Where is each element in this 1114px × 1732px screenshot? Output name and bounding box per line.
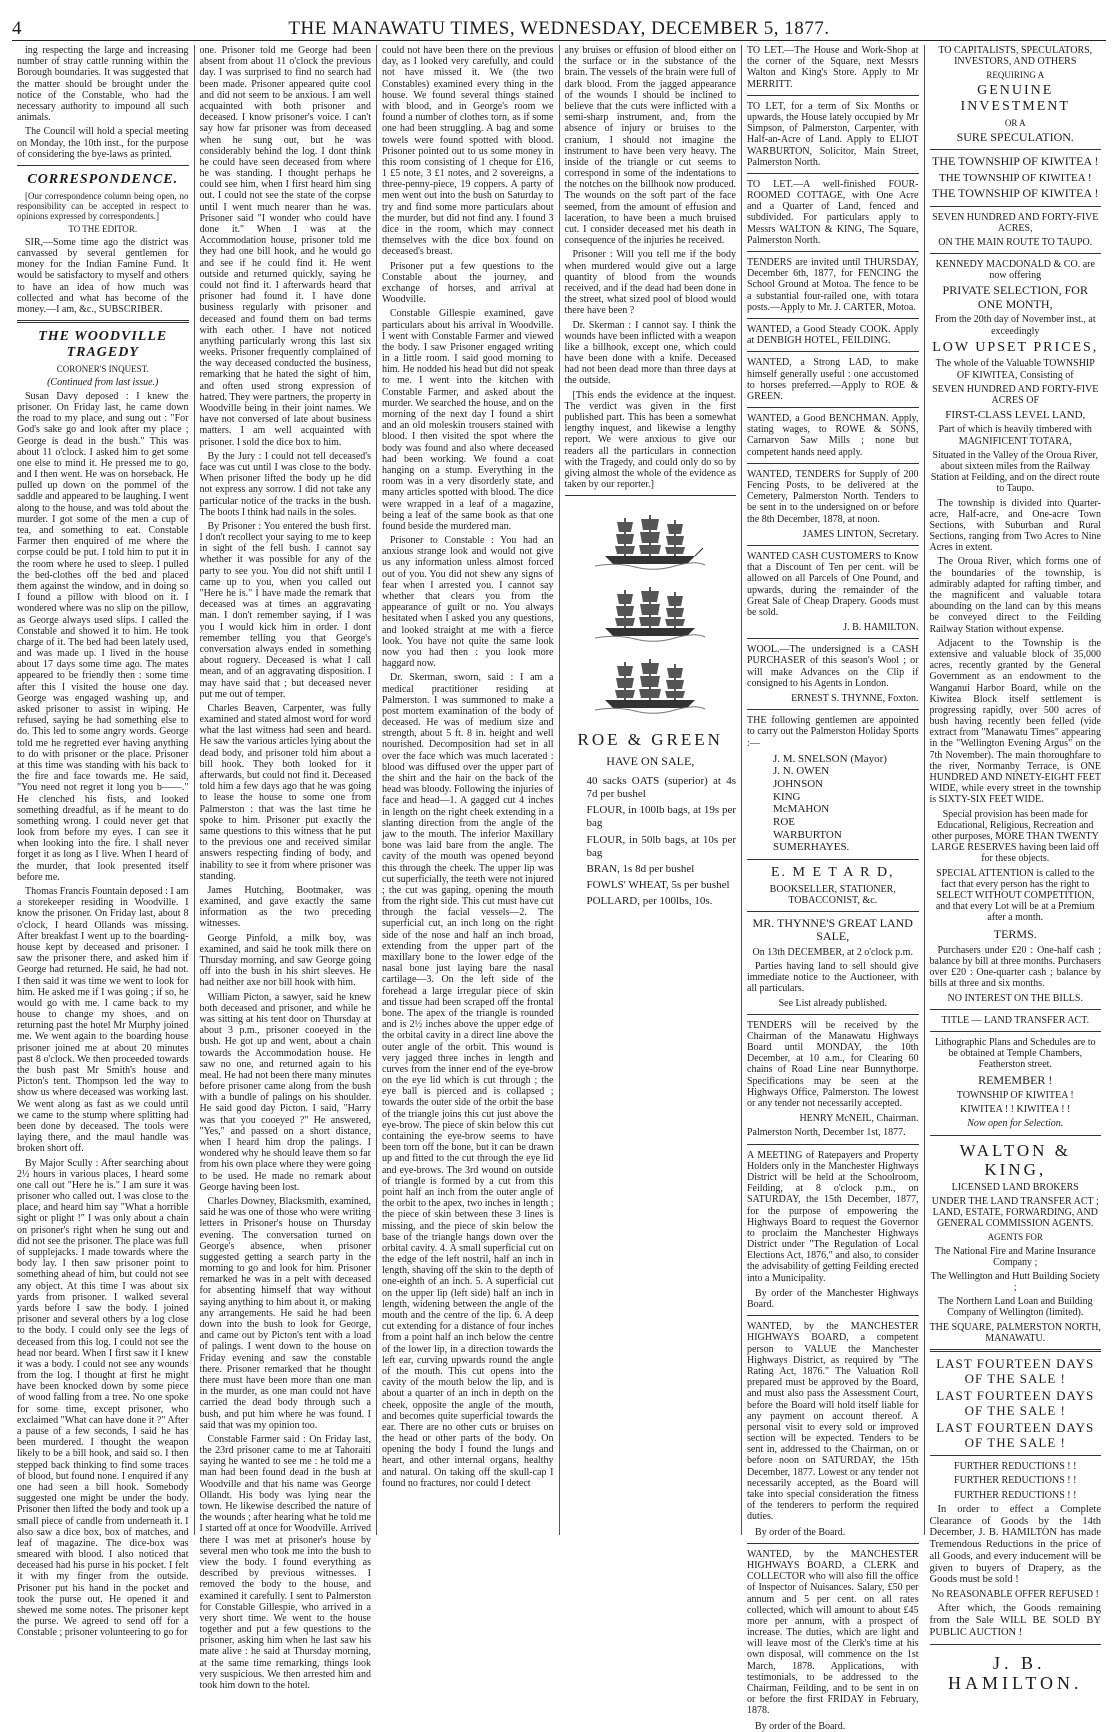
ad-line: SEVEN HUNDRED AND FORTY-FIVE ACRES OF bbox=[932, 383, 1099, 406]
article-paragraph: Dr. Skerman, sworn, said : I am a medical practitioner residing at Palmerston. I was summoned to make a post mortem examination of the body of deceased. He was of medium size and strength, about 5 ft. 8 in. height and well nourished. Decomposition had set in all over the face which was much lacerated : blood was diffused over the upper part of the shirt and the hair on the back of the head was bloody. Following the injuries of face and head—1. A gagged cut 4 inches in length on the right cheek extending in a slanting direction from the angle of the jaw to the mouth. The inferior Maxillary bone was laid bare from the angle. The cavity of the mouth was opened beyond this through the cheek. The upper lip was cut superficially, the teeth were not injured ; the cut was gaping, opening the mouth from the right side. This cut must have cut through the facial vessels—2. The superficial cut, an inch long on the right side of the nose and half an inch broad, extending from the upper part of the maxillary bone to the lower edge of the nasal bone just laying bare the nasal cartilage—3. On the left side of the forehead a large irregular piece of skin and tissue had been scraped off the frontal bone. The apex of the triangle is rounded and is 2½ inches above the upper edge of the orbital cavity in a direct line above the outer angle of the orbit. This wound is very jagged three inches in length and curves from the inner end of the eye-brow on the eye lid which is cut through ; the eye ball is pierced and is collapsed ; towards the outer side of the orbit the base of the triangle joins this cut just above the eye-brow. The piece of skin below this cut containing the eye-brow seems to have been torn off the bone, but it can be drawn up and fitted to the cut through the eye lid and eye-brows. The 3rd wound on outside of triangle is formed by a cut from this point half an inch from the outer angle of the orbit to the apex, two inches in length ; the piece of skin between these 3 lines is missing, and the piece of skin below the base of the triangle hangs down over the orbital cavity. 4. A small superficial cut on the edge of the left nostril, half an inch in length, shaving off the skin to the depth of one-eighth of an inch. 5. A superficial cut on the upper lip (left side) half an inch in length, widening between the angle of the mouth and the centre of the lip. 6. A deep cut extending for a distance of four inches from a point half an inch below the centre of the lower lip, in a direction towards the left ear, curving upwards round the angle of the mouth. This cut opens into the cavity of the mouth below the lip, and is about a quarter of an inch in depth on the cheek, opposite the angle of the mouth, and becomes quite superficial towards the ear. There are no other cuts or bruises on the head or other parts of the body. On opening the body I found the lungs and heart, and other internal organs, healthy and natural. On taking off the skull-cap I found no fractures, nor could I detect bbox=[382, 672, 554, 1489]
ad-line: From the 20th day of November inst., at exceedingly bbox=[934, 314, 1096, 337]
ad-paragraph: The Oroua River, which forms one of the boundaries of the township, is admirably adapted for rafting timber, and the magnificent and valuable totara abounding on the land can by this means be conveyed direct to the Feilding Railway Station without expense. bbox=[929, 556, 1101, 635]
ad-signature: By order of the Board. bbox=[755, 1526, 846, 1538]
committee-name: WARBURTON bbox=[773, 828, 842, 841]
committee-name: J. M. SNELSON (Mayor) bbox=[773, 752, 887, 765]
article-paragraph: Constable Farmer said : On Friday last, the 23rd prisoner came to me at Tahoraiti saying he wanted to see me : he told me a man had been found dead in the bush at Woodville and that his name was George Ollandt. His body was lying near the town. He likewise described the nature of the wounds ; after hearing what he told me I started off at once for Woodville. Arrived there I was met at prisoner's house by several men who took me into the bush to view the body. I found everything as described by previous witnesses. I removed the body to the house, and examined it carefully. I sent to Palmerston for Constable Gillespie, who arrived in a very short time. We went to the house together and put a few questions to the prisoner, asking him when he last saw his mate alive : he said at Thursday morning, at the same time remarking, things look very suspicious. We then arrested him and took him down to the hotel. bbox=[199, 1433, 371, 1691]
ad-cash-customers: WANTED CASH CUSTOMERS to Know that a Discount of Ten per cent. will be allowed on all Parcels of One Pound, and upwards, during the remainder of the Great Sale of Cheap Drapery. Goods must be sold. bbox=[747, 550, 919, 618]
ad-to-let: TO LET.—The House and Work-Shop at the corner of the Square, next Messrs Walton and King's Store. Apply to Mr MERRITT. bbox=[747, 45, 919, 90]
ad-ratepayers-meeting: A MEETING of Ratepayers and Property Holders only in the Manchester Highways District will be held at the Schoolroom, Feilding, at 8 o'clock p.m., on SATURDAY, the 15th December, 1877, for the purpose of empowering the Highways Board to request the Governor to proclaim the Manchester Highways District under "The Regulation of Local Elections Act, 1876," and also, to consider the advisability of getting Feilding erected into a Municipality. bbox=[747, 1149, 919, 1284]
ad-signature: JAMES LINTON, Secretary. bbox=[802, 528, 919, 540]
ad-roe-green bbox=[565, 730, 737, 908]
walton-king-line: The Wellington and Hutt Building Society ; bbox=[930, 1270, 1100, 1294]
ad-date: Palmerston North, December 1st, 1877. bbox=[747, 1127, 906, 1139]
article-paragraph: By the Jury : I could not tell deceased's face was cut until I was close to the body. When prisoner lifted the body up he did not express any sorrow. I did not take any particular notice of the tracks in the bush. The boots I think had nails in the soles. bbox=[199, 450, 371, 518]
column-1 bbox=[12, 45, 195, 1639]
article-paragraph: Prisoner to Constable : You had an anxious strange look and would not give us any information unless almost forced out of you. You did not shew any signs of fear when I arrested you. I cannot say whether that clears you from the appearance of guilt or no. You always hesitated when I asked you any questions, and looked straight at me with a fierce look. You have not quite the same look now you had then : you look more haggard now. bbox=[382, 535, 554, 670]
ad-line: PRIVATE SELECTION, FOR ONE MONTH, bbox=[942, 283, 1088, 311]
ad-signature: By order of the Manchester Highways Board. bbox=[747, 1287, 919, 1311]
ship-illustration bbox=[595, 656, 705, 714]
ad-line: FLOUR, in 100lb bags, at 19s per bag bbox=[586, 804, 736, 830]
ad-line: FIRST-CLASS LEVEL LAND, bbox=[945, 409, 1086, 422]
walton-king-line: THE SQUARE, PALMERSTON NORTH, MANAWATU. bbox=[929, 1321, 1101, 1344]
ad-wanted: WANTED, a Good Steady COOK. Apply at DENBIGH HOTEL, FEILDING. bbox=[747, 323, 919, 347]
ad-paragraph: Special provision has been made for Educational, Religious, Recreation and other purposes, MORE THAN TWENTY LARGE RESERVES having been laid off for these objects. bbox=[931, 808, 1100, 865]
divider bbox=[17, 320, 189, 323]
ad-metard-title: E. M E T A R D, bbox=[770, 864, 895, 880]
heading-investment: GENUINE INVESTMENT bbox=[960, 83, 1070, 115]
article-paragraph: Thomas Francis Fountain deposed : I am a storekeeper residing in Woodville. I know the prisoner. On Friday last, about 8 o'clock, I heard Ollands was missing. After breakfast I went up to the boarding-house kept by deceased and prisoner. I saw the prisoner there, and asked him if George had returned. He said, he had not. I then said it was time we went to look for him. He asked me if I was going ; if so, he would go with me. I came back to my house to change my shoes, and on returning past the hotel Mr Murphy joined me. We went again to the boarding house prisoner joined me at about 20 minutes past 8 o'clock. We then proceeded towards the bush past Mr Smith's house and Picton's tent. Thompson led the way to show us where deceased was working last. We went along as fast as we could until we came to the stump where splitting had been done by deceased. The tools were laying there, and the maul handle was broken short off. bbox=[17, 886, 189, 1155]
ad-line: POLLARD, per 100lbs, 10s. bbox=[586, 895, 713, 908]
newspaper-title: THE MANAWATU TIMES, WEDNESDAY, DECEMBER 5, 1877. bbox=[288, 18, 830, 39]
ad-title: ROE & GREEN bbox=[577, 730, 723, 750]
further-reductions: FURTHER REDUCTIONS ! ! bbox=[954, 1475, 1077, 1487]
title-act: TITLE — LAND TRANSFER ACT. bbox=[941, 1014, 1090, 1026]
remember: Now open for Selection. bbox=[967, 1118, 1064, 1130]
ad-signature: By order of the Board. bbox=[755, 1720, 846, 1732]
ad-signature: HENRY McNEIL, Chairman. bbox=[799, 1113, 919, 1125]
no-interest: NO INTEREST ON THE BILLS. bbox=[947, 992, 1083, 1004]
ad-wanted: WANTED, a Strong LAD, to make himself generally useful : one accustomed to horses preferred.—Apply to ROE & GREEN. bbox=[747, 357, 919, 402]
ad-subtitle: HAVE ON SALE, bbox=[606, 754, 695, 769]
committee-name: JOHNSON bbox=[773, 778, 824, 791]
article-paragraph: By Major Scully : After searching about 2½ hours in various places, I heard some one call out "Here he is." I am sure it was prisoner who called out. I was close to the place, and heard him say "What a horrible sight or plight !" I was only about a chain on prisoner's right when he sung out and did not see the prisoner. The place was full of supplejacks. I made towards where the body lay. I then saw prisoner point to something ahead of him, but could not see any object. At this time I was about six yards from prisoner. I walked several yards before I saw the body. I joined prisoner and several others by a log close to the body. I could only see the legs of deceased from this log. I could not see the head nor beard. When I first saw it I knew it was a body. I could not see any wounds from the log. I thought at first he might have been knocked down by some piece of wood falling from a tree. No one spoke for some time, except prisoner, who exclaimed "What can have done it ?" After a pause of a few seconds, I said he has been murdered. I thought the weapon likely to be a bill hook, and said so. I then stepped back thinking to find some traces of blood, but found none. I enquired if any one had seen a bill hook. Somebody suggested one might be under the body. Prisoner then lifted the body and took up a small piece of candle from underneath it. I also saw a dice box, box of matches, and leaf of magazine. The dice-box was smeared with blood. I also noticed that deceased had his purse in his pocket. I felt it with my finger from the outside. Prisoner put his hand in the pocket and took the purse out. He opened it and shewed me some notes. The prisoner kept the purse. We agreed to send off for a Constable ; prisoner volunteering to go for bbox=[17, 1157, 189, 1639]
township-heading: THE TOWNSHIP OF KIWITEA ! bbox=[938, 171, 1092, 184]
disclaimer: [Our correspondence column being open, no responsibility can be accepted in respect to opinions expressed by correspondents.] bbox=[17, 190, 189, 221]
page-number: 4 bbox=[12, 18, 22, 39]
remember: TOWNSHIP OF KIWITEA ! bbox=[956, 1090, 1074, 1102]
ad-valuer-wanted: WANTED, by the MANCHESTER HIGHWAYS BOARD, a competent person to VALUE the Manchester Highways District, as required by "The Rating Act, 1876." The Valuation Roll prepared must be approved by the Board, and must also pass the Assessment Court, before the Board will hold itself liable for any payment on account thereof. A personal visit to every sold or improved section will be expected. Tenders to be sent in, addressed to the Chairman, on or before noon on SATURDAY, the 15th December, 1877. Lowest or any tender not necessarily accepted, as the Board will take into special consideration the fitness of the tenderers to perform the required duties. bbox=[747, 1321, 919, 1523]
ad-signature: J. B. HAMILTON. bbox=[843, 622, 919, 634]
ad-signature: ERNEST S. THYNNE, Foxton. bbox=[791, 693, 919, 704]
article-paragraph: [This ends the evidence at the inquest. The verdict was given in the first published part. This has been a somewhat lengthy inquest, and likewise a lengthy report. We were anxious to give our readers all the particulars in connection with the Tragedy, and could only do so by giving almost the whole of the evidence as taken by our reporter.] bbox=[564, 389, 736, 491]
section-heading-tragedy: THE WOODVILLE TRAGEDY bbox=[38, 329, 168, 360]
township-heading: THE TOWNSHIP OF KIWITEA ! bbox=[932, 154, 1099, 169]
ad-land-sale-title: MR. THYNNE'S GREAT LAND SALE, bbox=[752, 915, 913, 944]
section-heading-correspondence: CORRESPONDENCE. bbox=[27, 171, 179, 187]
ad-land-sale-body: Parties having land to sell should give immediate notice to the Auctioneer, with all particulars. bbox=[747, 960, 919, 995]
article-paragraph: one. Prisoner told me George had been absent from about 11 o'clock the previous day. I was surprised to find no search had been made. Prisoner appeared quite cool and did not seem to be anxious. I am well acquainted with both prisoner and deceased. I know prisoner's voice. I can't say how far prisoner was from deceased when he sung out, but he was considerably behind the log. I dont think he could have seen deceased from where he was standing. I thought perhaps he could see him, when I first heard him sing out. I could not see the state of the corpse until I went much nearer than he was. Prisoner said "I wonder who could have done it." When I was at the Accommodation house, prisoner told me they had one bill hook, and he would go and see if he could find it. He went outside and returned quickly, saying he could not find it. I afterwards heard that prisoner had found it. I have done business regularly with prisoner and deceased and found them on bad terms with each other. I have not noticed anything particularly wrong this last six weeks. Prisoner frequently complained of the way deceased conducted the business, remarking that he hated the sight of him, and often used strong expression of hatred. They were partners, the property in Woodville being in their joint names. We have not conversed of late about business matters. I am well acquainted with prisoner. I sold the dice box to him. bbox=[199, 45, 371, 448]
ad-line: 40 sacks OATS (superior) at 4s 7d per bushel bbox=[586, 774, 736, 800]
heading-or: OR A bbox=[1004, 117, 1026, 128]
litho-plans: Lithographic Plans and Schedules are to be obtained at Temple Chambers, Featherston street. bbox=[934, 1037, 1096, 1071]
article-paragraph: Constable Gillespie examined, gave particulars about his arrival in Woodville. I went with Constable Farmer and viewed the body. I saw Prisoner engaged writing in a little room. I said good morning to him. He nodded his head but did not speak to me. I went into the kitchen with Constable Farmer, and asked about the murder. We searched the house, and on the morning of the next day I found a shirt and an old moleskin trousers stained with blood. I then visited the spot where the body was found and also where deceased had been working. We found a coat hanging on a stump. Everything in the room was in a very disorderly state, and many articles spotted with blood. The dice were wrapped in a leaf of a magazine, being a leaf of the same book as that one found beside the murdered man. bbox=[382, 308, 554, 532]
walton-king-line: UNDER THE LAND TRANSFER ACT ; LAND, ESTATE, FORWARDING, AND GENERAL COMMISSION AGENTS. bbox=[931, 1195, 1099, 1230]
article-paragraph: The Council will hold a special meeting on Monday, the 10th inst., for the purpose of considering the bye-laws as printed. bbox=[17, 126, 189, 160]
heading-speculation: SURE SPECULATION. bbox=[956, 129, 1074, 144]
divider bbox=[17, 165, 189, 166]
ad-line: LOW UPSET PRICES, bbox=[932, 339, 1099, 355]
column-6 bbox=[925, 45, 1107, 1693]
ad-line: FLOUR, in 50lb bags, at 10s per bag bbox=[586, 833, 736, 859]
ad-to-let: TO LET, for a term of Six Months or upwards, the House lately occupied by Mr Simpson, of Palmerston, Carpenter, with Half-an-Acre of Land. Apply to ELIOT WARBURTON, Solicitor, Main Street, Palmerston North. bbox=[747, 100, 919, 168]
terms-text: Purchasers under £20 : One-half cash ; balance by bill at three months. Purchasers over £20 : One-quarter cash ; balance by bills at three and six months. bbox=[929, 944, 1101, 990]
ship-illustration bbox=[595, 584, 705, 642]
article-paragraph: Prisoner put a few questions to the Constable about the journey, and exchange of horses, and arrival at Woodville. bbox=[382, 260, 554, 306]
committee-name: ROE bbox=[773, 815, 795, 828]
subheading-inquest: CORONER'S INQUEST. bbox=[56, 363, 149, 374]
hamilton-signature: J. B. HAMILTON. bbox=[947, 1652, 1083, 1693]
committee-name: KING bbox=[773, 790, 801, 803]
ship-illustration bbox=[595, 512, 705, 570]
sports-committee-list bbox=[747, 753, 919, 854]
article-paragraph: James Hutching, Bootmaker, was examined, and gave exactly the same information as the two preceding witnesses. bbox=[199, 884, 371, 930]
walton-king-line: The Northern Land Loan and Building Company of Wellington (limited). bbox=[937, 1296, 1093, 1319]
walton-king-line: The National Fire and Marine Insurance Company ; bbox=[934, 1245, 1096, 1268]
ad-clerk-wanted: WANTED, by the MANCHESTER HIGHWAYS BOARD, a CLERK and COLLECTOR who will also fill the office of Inspector of Nuisances. Salary, £50 per annum and 5 per cent. on all rates collected, which will amount to about £45 more per annum, with a prospect of increase. The duties, which are light and will leave most of the Clerk's time at his own disposal, will commence on the 1st March, 1878. Applications, with testimonials, to be addressed to the Chairman, Feilding, and to be sent in on or before the first FRIDAY in February, 1878. bbox=[747, 1548, 919, 1717]
no-reasonable-offer: No REASONABLE OFFER REFUSED ! bbox=[931, 1589, 1099, 1601]
ad-line: KENNEDY MACDONALD & CO. are now offering bbox=[935, 259, 1095, 282]
continued-note: (Continued from last issue.) bbox=[47, 376, 159, 388]
further-reductions: FURTHER REDUCTIONS ! ! bbox=[954, 1461, 1077, 1473]
article-paragraph: any bruises or effusion of blood either on the surface or in the substance of the brain. The vessels of the brain were full of dark blood. From the jagged appearance of the wounds I should be inclined to believe that the cuts were inflicted with a semi-sharp instrument, and, from the absence of injury or bruises to the cranium, I should not imagine the instrument to have been very heavy. The inside of the triangle or cut seems to correspond in some of the indentations to the notches on the billhook now produced. The wounds on the soft part of the face seemed, from the amount of effusion and laceration, to have been a much bruised cut. I consider deceased met his death in consequence of the injuries he received. bbox=[564, 45, 736, 247]
column-2 bbox=[195, 45, 378, 1691]
remember: REMEMBER ! bbox=[978, 1072, 1053, 1087]
article-paragraph: could not have been there on the previous day, as I looked very carefully, and could not have missed it. We (the two Constables) examined every thing in the house. We found several things stained with blood, and in George's room we found a number of clothes torn, as if some one had been struggling. A bag and some towels were found spotted with blood. Prisoner pointed out to us some money in this room consisting of 1 cheque for £16, 1 £5 note, 3 £1 notes, and 2 sovereigns, a three-penny-piece, 19 coppers. A party of men went out into the bush on Saturday to try and find some more particulars about the murder, but did not find any. I found 3 dice in the room, which may connect themselves with the dice box found on deceased's breast. bbox=[382, 45, 554, 258]
ad-holiday-sports: THE following gentlemen are appointed to carry out the Palmerston Holiday Sports :— bbox=[747, 715, 919, 749]
terms-heading: TERMS. bbox=[993, 927, 1037, 942]
committee-name: McMAHON bbox=[773, 803, 830, 816]
last-fourteen-days: LAST FOURTEEN DAYS OF THE SALE ! bbox=[936, 1420, 1095, 1450]
ad-tenders-highways: TENDERS will be received by the Chairman of the Manawatu Highways Board until MONDAY, the 10th December, at 10 a.m., for Clearing 60 chains of Road Line near Bunnythorpe. Specifications may be seen at the Highways Office, Palmerston. The lowest or any tender not necessarily accepted. bbox=[747, 1019, 919, 1110]
walton-king-title: WALTON & KING, bbox=[959, 1140, 1071, 1179]
auction-notice: After which, the Goods remaining from the Sale WILL BE SOLD BY PUBLIC AUCTION ! bbox=[929, 1603, 1101, 1638]
letter: SIR,—Some time ago the district was canvassed by several gentlemen for money for the Indian Famine Fund. It would be satisfactory to myself and others to have an idea of how much was collected and what has become of the money.—I am, &c., SUBSCRIBER. bbox=[17, 236, 189, 315]
ship-illustrations bbox=[565, 512, 737, 714]
clearance-notice: In order to effect a Complete Clearance of Goods by the 14th December, J. B. HAMILTON has made Tremendous Reductions in the price of all Goods, and every inducement will be given to buyers of Drapery, as the Goods must be sold ! bbox=[929, 1503, 1101, 1586]
column-5 bbox=[742, 45, 925, 1732]
to-editor: TO THE EDITOR. bbox=[68, 223, 138, 234]
ad-to-let: TO LET.—A well-finished FOUR-ROOMED COTTAGE, with One Acre and a Quarter of Land, fenced and subdivided. For particulars apply to Messrs WALTON & KING, The Square, Palmerston North. bbox=[747, 178, 919, 246]
heading-requiring: REQUIRING A bbox=[986, 70, 1045, 81]
masthead bbox=[12, 6, 1106, 41]
remember: KIWITEA ! ! KIWITEA ! ! bbox=[960, 1104, 1071, 1116]
article-paragraph: Prisoner : Will you tell me if the body when murdered would give out a large quantity of blood from the wounds received, and if the dead had been done in the street, what sized pool of blood would there have been ? bbox=[564, 249, 736, 317]
ad-line: The whole of the Valuable TOWNSHIP OF KIWITEA, Consisting of bbox=[935, 358, 1095, 381]
article-paragraph: George Pinfold, a milk boy, was examined, and said he took milk there on Thursday morning, and saw George going off into the bush in his shirt sleeves. He had neither axe nor bill hook with him. bbox=[199, 932, 371, 989]
township-acres: SEVEN HUNDRED AND FORTY-FIVE ACRES, bbox=[932, 211, 1099, 234]
ad-paragraph: The township is divided into Quarter-acre, Half-acre, and One-acre Town Sections, with Suburban and Rural Sections, ranging from Two Acres to Nine Acres in extent. bbox=[929, 497, 1101, 554]
walton-king-line: LICENSED LAND BROKERS bbox=[951, 1181, 1079, 1193]
ad-paragraph: Adjacent to the Township is the extensive and valuable block of 35,000 acres, recently granted by the General Government as an endowment to the Wanganui Harbor Board, while on the Kiwitea Block itself settlement is progressing rapidly, over 500 acres of bush having recently been felled (vide extract from "Manawatu Times" appearing in the "Wellington Evening Argus" on the 7th November). The main thoroughfare to the river, Normanby Terrace, is ONE HUNDRED AND NINETY-EIGHT FEET WIDE, while every street in the township is SIXTY-SIX FEET WIDE. bbox=[929, 637, 1101, 806]
columns bbox=[12, 45, 1106, 1732]
ad-line: Part of which is heavily timbered with MAGNIFICENT TOTARA, bbox=[938, 424, 1092, 447]
divider bbox=[565, 495, 737, 496]
article-paragraph: Charles Downey, Blacksmith, examined, said he was one of those who were writing letters in Prisoner's house on Thursday evening. The conversation turned on George's absence, when prisoner suggested getting a search party in the morning to go and look for him. Prisoner remarked he was in a pelt with deceased for absenting himself that way without saying anything to him about it, or making any arrangements. He said he had been down into the bush to look for George, and came out by Picton's tent with a load of palings. I went down to the house on Friday evening and saw the constable there. Prisoner remarked that he thought there must have been more than one man in the murder, as one man could not have carried the dead body through such a bush, and put him where he was found. I said that was my opinion too. bbox=[199, 1195, 371, 1431]
ad-line: FOWLS' WHEAT, 5s per bushel bbox=[586, 879, 730, 892]
township-heading: THE TOWNSHIP OF KIWITEA ! bbox=[932, 186, 1099, 201]
committee-name: SUMERHAYES. bbox=[773, 841, 850, 854]
article-paragraph: ing respecting the large and increasing number of stray cattle running within the Borough boundaries. It was suggested that the matter should be brought under the notice of the Constable, who had the necessary authority to impound all such animals. bbox=[17, 45, 189, 124]
article-paragraph: Charles Beaven, Carpenter, was fully examined and stated almost word for word what the last witness had seen and heard. He saw the various articles lying about the dead body, and prisoner told him about a bill hook. They both looked for it afterwards, but could not find it. Deceased told him a few days ago that he was going to lease the house to some one from Palmerston : that was the last time he spoke to him. Prisoner put exactly the same questions to this witness that he put to the previous one and received similar answers respecting finding of body, and inability to see it from where prisoner was standing. bbox=[199, 702, 371, 882]
ad-land-sale-date: On 13th DECEMBER, at 2 o'clock p.m. bbox=[752, 946, 913, 958]
ad-land-sale-foot: See List already published. bbox=[778, 997, 887, 1009]
ad-wanted: WANTED, a Good BENCHMAN. Apply, stating wages, to ROWE & SONS, Carnarvon Saw Mills ; none but competent hands need apply. bbox=[747, 413, 919, 458]
ad-wool: WOOL.—The undersigned is a CASH PURCHASER of this season's Wool ; or will make Advances on the Clip if consigned to his Agents in London. bbox=[747, 644, 919, 689]
walton-king-line: AGENTS FOR bbox=[987, 1232, 1043, 1243]
heading-capitalists: TO CAPITALISTS, SPECULATORS, INVESTORS, AND OTHERS bbox=[938, 45, 1093, 68]
column-3 bbox=[377, 45, 560, 1535]
ad-paragraph: SPECIAL ATTENTION is called to the fact that every person has the right to SELECT WITHOUT COMPETITION, and that every Lot will be at a Premium after a month. bbox=[935, 867, 1095, 924]
last-fourteen-days: LAST FOURTEEN DAYS OF THE SALE ! bbox=[936, 1356, 1095, 1386]
article-paragraph: By Prisoner : You entered the bush first. I don't recollect your saying to me to keep in sight of the fell bush. I cannot say whether it was possible for any of the party to see you. You did not shift until I came up to you, when you called out "Here he is." I have made the remark that deceased was at times an aggravating man. I don't remember saying, if I was you I would kick him in order. I dont remember telling you that George's conversation always ended in something about roguery. Deceased is what I call mean, and of an aggravating disposition. I may have said that ; but deceased never put me out of temper. bbox=[199, 520, 371, 700]
ad-line: Situated in the Valley of the Oroua River, about sixteen miles from the Railway Station at Feilding, and on the direct route to Taupo. bbox=[930, 449, 1100, 495]
column-4 bbox=[560, 45, 743, 1535]
article-paragraph: Dr. Skerman : I cannot say. I think the wounds have been inflicted with a weapon like a billhook, except one, which could have been done with a knife. Deceased had not been dead more than three days at the outside. bbox=[564, 319, 736, 387]
township-route: ON THE MAIN ROUTE TO TAUPO. bbox=[938, 236, 1093, 248]
ad-metard-sub: BOOKSELLER, STATIONER, TOBACCONIST, &c. bbox=[769, 883, 896, 906]
article-paragraph: William Picton, a sawyer, said he knew both deceased and prisoner, and while he was sitting at his tent door on Thursday at about 3 p.m., prisoner cooeyed in the bush. He got up and went, about a chain towards the Accommodation house. He saw no one, and returned again to his meal. He had not been there many minutes before prisoner came along from the bush with a bundle of palings on his shoulder. He said good day Picton. I said, "Harry was that you cooeyed ?" He answered, "Yes," and passed on a short distance, when I heard him drop the palings. I wondered why he should leave them so far from his own place where they were going to be used. He made no remark about George having been lost. bbox=[199, 991, 371, 1193]
article-paragraph: Susan Davy deposed : I knew the prisoner. On Friday last, he came down the road to my place, and sung out : "For God's sake go and look after my place ; George is dead in the bush." This was about 11 o'clock. I asked him to get some one else to mind it. He pressed me to go, and I then went. He was on horseback. He pulled up down on the pommel of the saddle and appeared to be laughing. I went along to the house, and was told about the murder. I got some of the men a cup of tea, and something to eat. Constable Farmer then enquired of me where the corpse could be put. I told him to put it in the room where he used to sleep. I pulled the bed-clothes off the bed and placed them against the window, and in doing so I found a pillow with blood on it. I wondered where was no slip on the pillow, as George always used slips. I called the Constable and showed it to him. He took charge of it. The bed had been lately used, and was made up. I lived in the house about 17 days some time ago. The mates appeared to be friendly then : some time after this I visited the house one day. George was engaged washing up, and asked prisoner to assist in wiping. He refused, saying he had something else to do. This led to some angry words. George told me he regretted ever having anything to do with prisoner or the place. Prisoner at this time was standing with his back to the fire and face towards me. He said, "You need not regret it long you b——." He clenched his fists, and looked something dreadful, as if he meant to do something wrong. I could never get that look from before my eyes. I can see it when looking into the fire. I shall never forget it as long as I live. When I heard of the murder, that look presented itself before me. bbox=[17, 390, 189, 883]
ad-line: BRAN, 1s 8d per bushel bbox=[586, 862, 695, 875]
ad-wanted: WANTED, TENDERS for Supply of 200 Fencing Posts, to be delivered at the Cemetery, Palmerston North. Tenders to be sent in to the undersigned on or before the 8th December, 1878, at noon. bbox=[747, 468, 919, 525]
further-reductions: FURTHER REDUCTIONS ! ! bbox=[954, 1489, 1077, 1501]
ad-tenders: TENDERS are invited until THURSDAY, December 6th, 1877, for FENCING the School Ground at Motoa. The fence to be a substantial four-railed one, with totara posts.—Apply to Mr. J. CARTER, Motoa. bbox=[747, 257, 919, 313]
committee-name: J. N. OWEN bbox=[773, 765, 830, 778]
last-fourteen-days: LAST FOURTEEN DAYS OF THE SALE ! bbox=[936, 1388, 1095, 1418]
